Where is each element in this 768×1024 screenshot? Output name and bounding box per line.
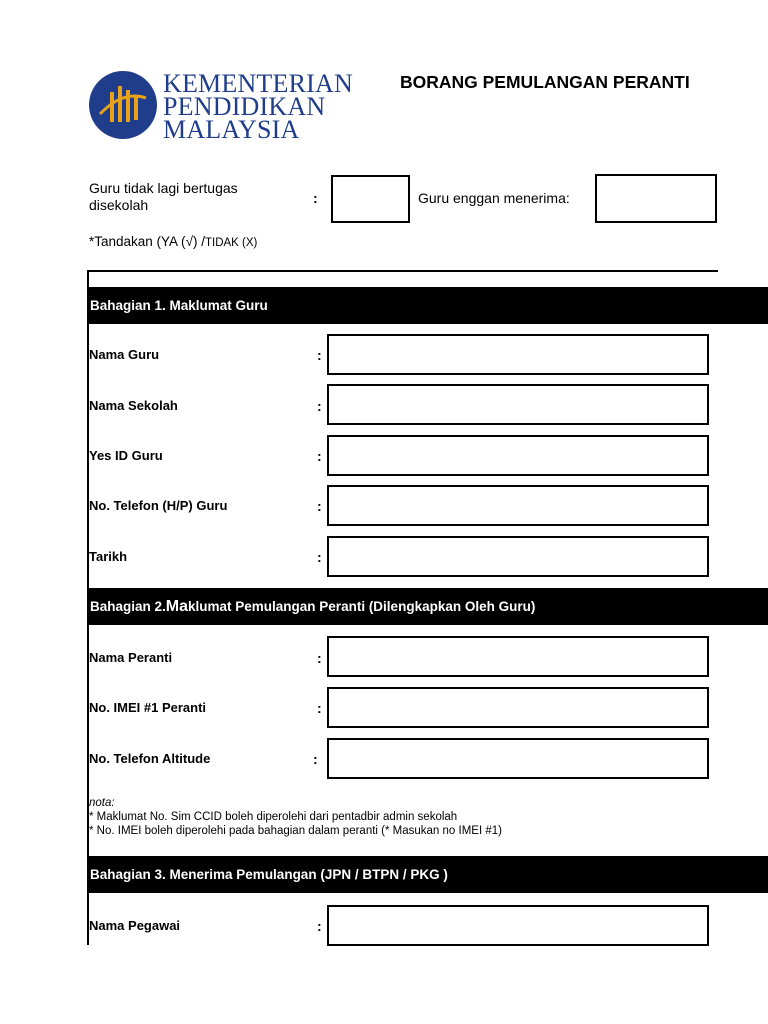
field-label-telefon-guru: No. Telefon (H/P) Guru [89,498,228,513]
question-not-serving: Guru tidak lagi bertugas disekolah [89,180,238,213]
note-line-1: * Maklumat No. Sim CCID boleh diperolehi dari pentadbir admin sekolah [89,811,458,823]
field-label-imei: No. IMEI #1 Peranti [89,700,207,715]
colon: : [313,751,318,767]
logo-line-1: KEMENTERIAN [163,69,353,98]
colon: : [317,448,322,464]
colon: : [317,918,322,934]
section-3-heading: Bahagian 3. Menerima Pemulangan (JPN / BTPN / PKG ) [87,856,768,893]
colon: : [317,650,322,666]
ministry-emblem-icon [88,70,158,140]
mark-instruction: *Tandakan (YA (√) /TIDAK (X) [89,234,258,249]
checkbox-not-serving[interactable] [331,175,410,223]
nama-guru-input[interactable] [327,334,709,375]
section-1-heading: Bahagian 1. Maklumat Guru [87,287,768,324]
field-label-nama-peranti: Nama Peranti [89,650,173,665]
form-top-border [87,270,718,272]
field-label-yes-id: Yes ID Guru [89,448,163,463]
form-title-clip [400,72,718,96]
colon: : [317,549,322,565]
tarikh-input[interactable] [327,536,709,577]
colon: : [317,347,322,363]
notes-title: nota: [89,797,115,809]
checkbox-refuse[interactable] [595,174,717,223]
field-label-nama-guru: Nama Guru [89,347,160,362]
imei-input[interactable] [327,687,709,728]
nama-peranti-input[interactable] [327,636,709,677]
colon: : [317,700,322,716]
logo-line-3: MALAYSIA [163,115,300,144]
field-label-nama-pegawai: Nama Pegawai [89,918,181,933]
section-2-heading: Bahagian 2. Ma klumat Pemulangan Peranti (Dilengkapkan Oleh Guru) [87,588,768,625]
notes [89,796,502,838]
logo-line-2: PENDIDIKAN [163,92,326,121]
field-label-nama-sekolah: Nama Sekolah [89,398,178,413]
ministry-logo [88,69,353,144]
nama-sekolah-input[interactable] [327,384,709,425]
nama-pegawai-input[interactable] [327,905,709,946]
colon: : [317,498,322,514]
telefon-altitude-input[interactable] [327,738,709,779]
question-refuse: Guru enggan menerima: [418,190,570,206]
colon: : [313,190,318,206]
colon: : [317,398,322,414]
yes-id-input[interactable] [327,435,709,476]
note-line-2: * No. IMEI boleh diperolehi pada bahagian dalam peranti (* Masukan no IMEI #1) [89,825,502,837]
form-title: BORANG PEMULANGAN PERANTI [400,72,690,92]
field-label-tarikh: Tarikh [89,549,128,564]
field-label-telefon-altitude: No. Telefon Altitude [89,751,211,766]
telefon-guru-input[interactable] [327,485,709,526]
